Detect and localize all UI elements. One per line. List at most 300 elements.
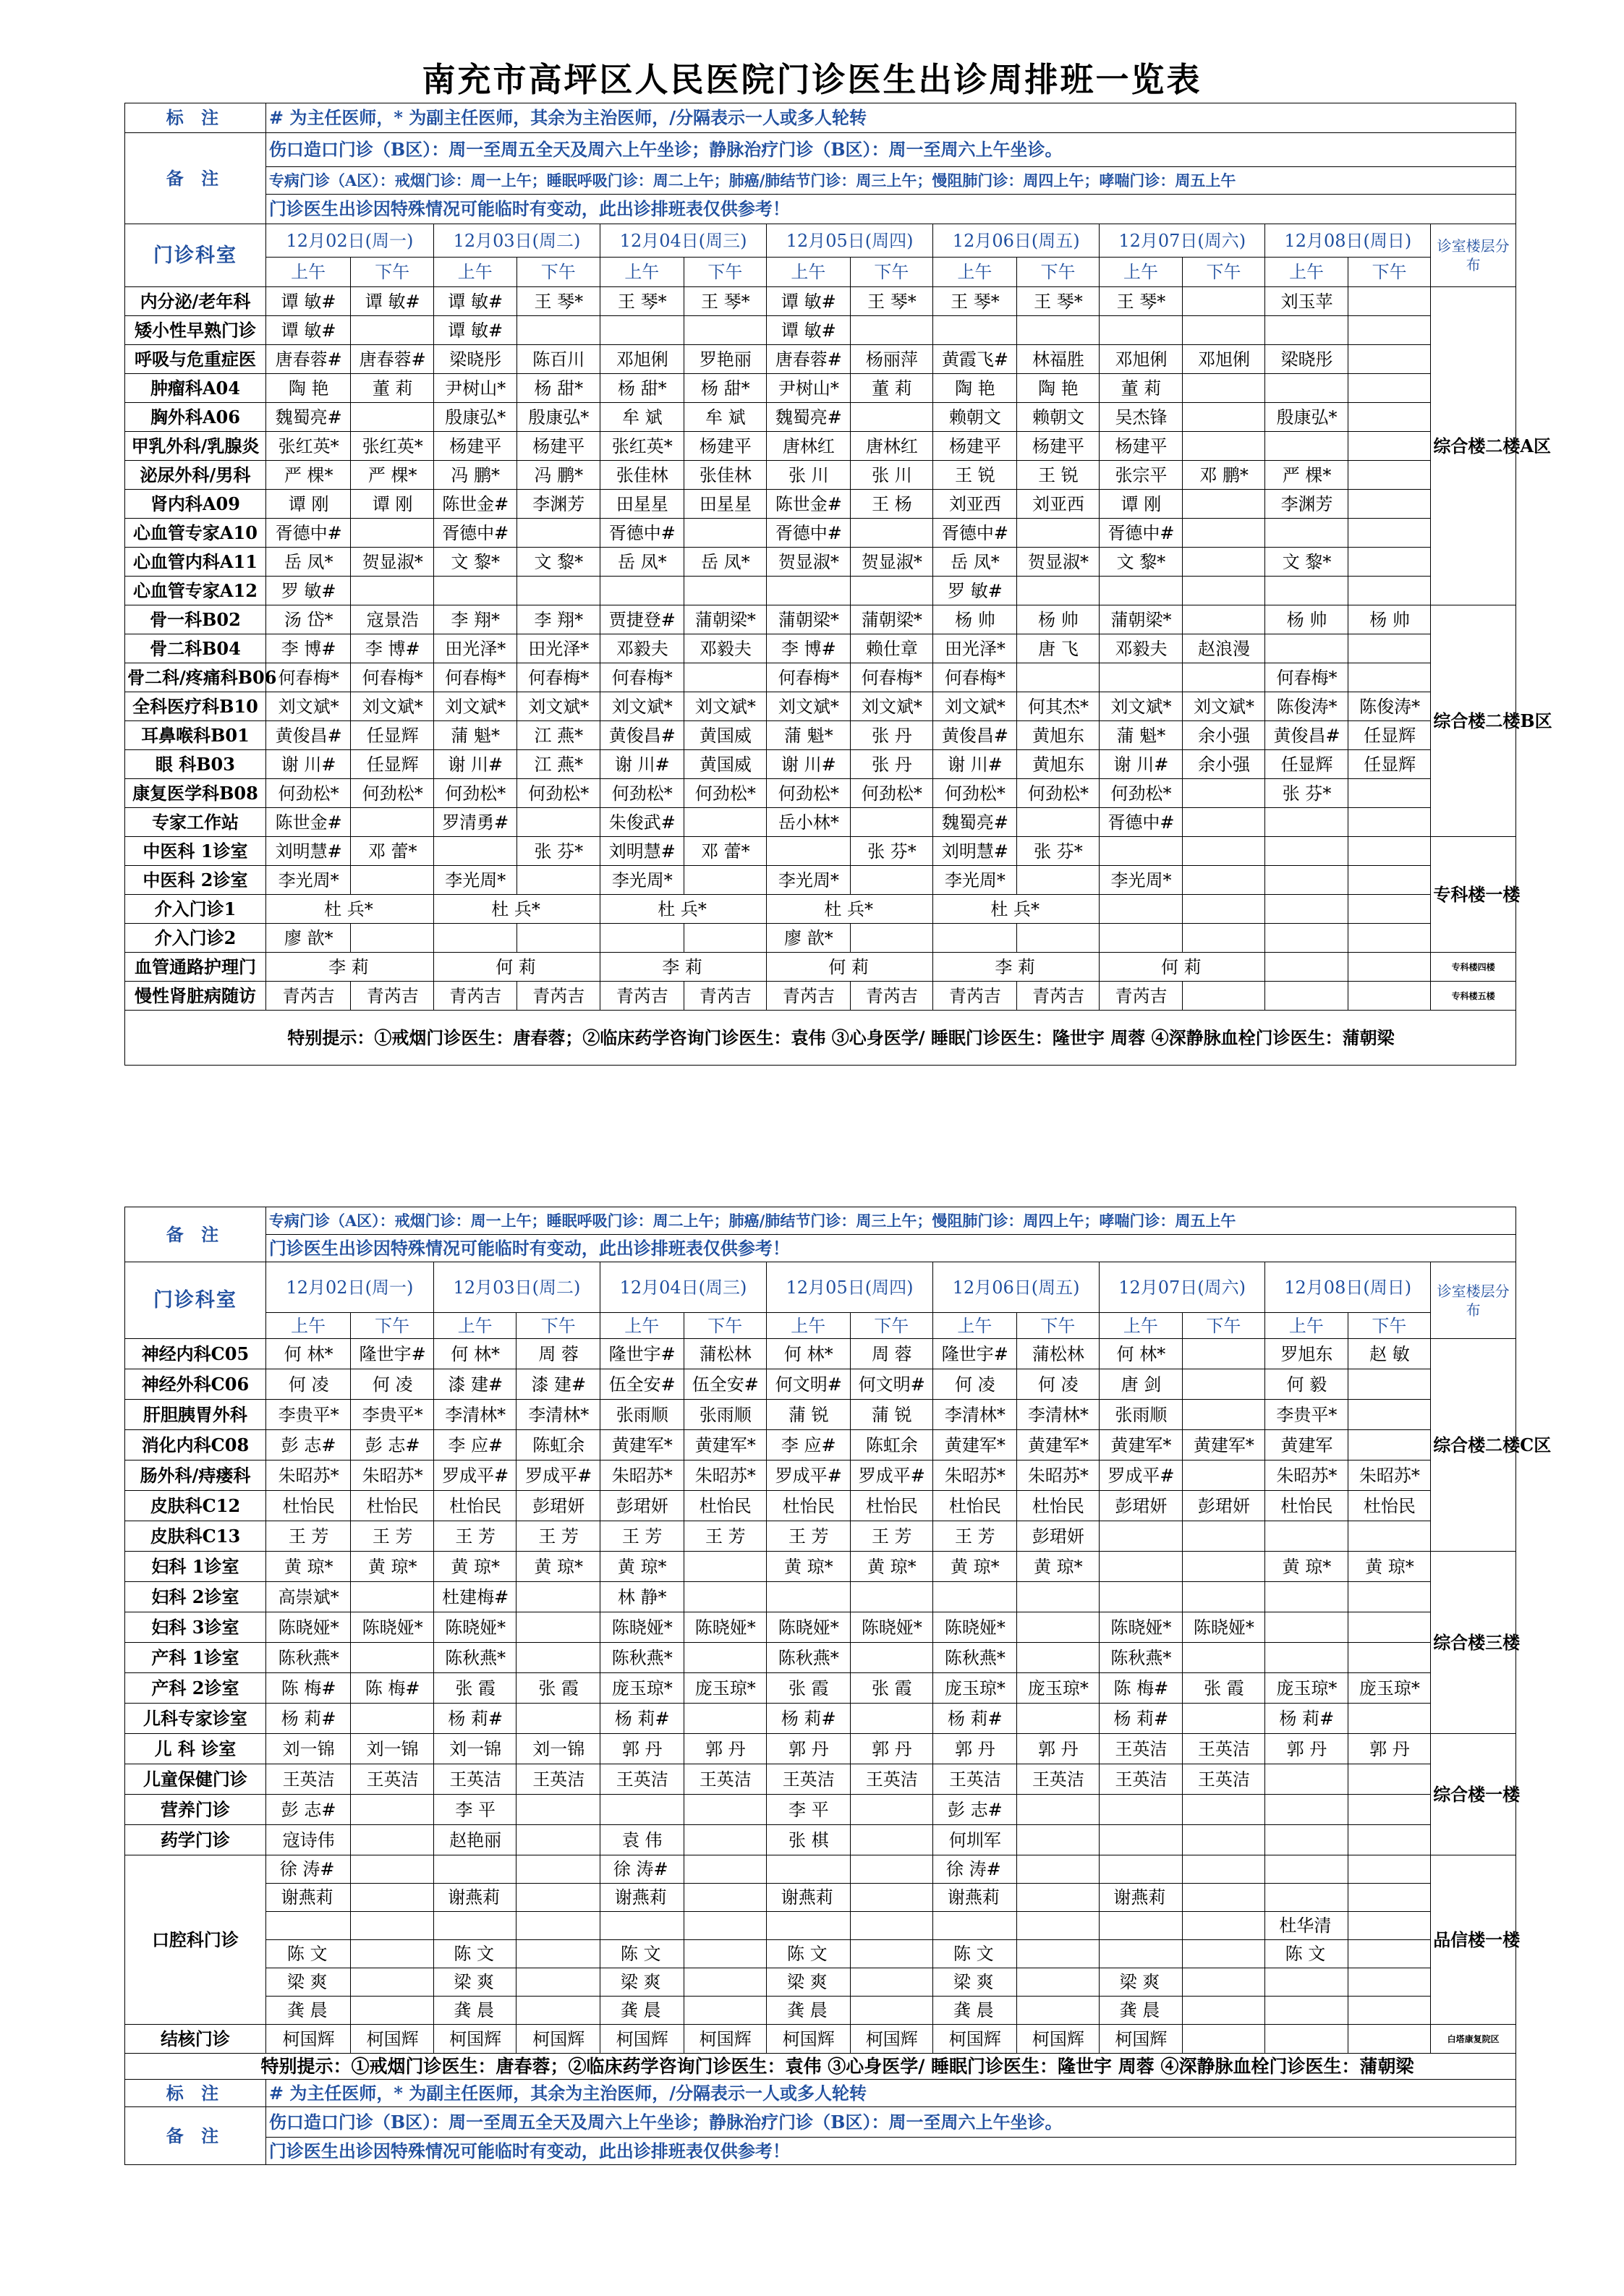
shift-cell-am	[1100, 663, 1183, 692]
dept-name: 产科 1诊室	[125, 1643, 266, 1673]
shift-cell-pm: 黄 琼*	[850, 1552, 933, 1582]
shift-cell-am: 朱昭苏*	[1265, 1460, 1348, 1491]
shift-cell-pm	[850, 1643, 933, 1673]
day-header: 12月05日(周四)	[767, 224, 933, 258]
shift-cell-am: 何春梅*	[1265, 663, 1348, 692]
shift-cell-am: 杜怡民	[433, 1491, 516, 1521]
shift-cell-pm	[1016, 1912, 1100, 1940]
shift-cell-am: 陈世金#	[265, 808, 351, 837]
shift-cell-pm: 刘文斌*	[351, 692, 434, 721]
shift-cell-am: 岳 凤*	[265, 548, 351, 577]
shift-cell-am	[1100, 577, 1183, 605]
pm-header: 下午	[850, 1313, 933, 1339]
shift-cell-pm: 杜怡民	[351, 1491, 434, 1521]
shift-cell-pm: 柯国辉	[684, 2025, 767, 2054]
shift-cell-am: 谭 敏#	[433, 316, 516, 345]
shift-cell-am: 王 琴*	[1100, 287, 1183, 316]
shift-cell-am: 梁晓彤	[1265, 345, 1348, 374]
shift-cell-pm	[351, 316, 434, 345]
shift-cell-am: 李 博#	[767, 634, 851, 663]
shift-cell-pm: 张 川	[850, 461, 933, 490]
shift-cell-pm: 杜怡民	[1348, 1491, 1431, 1521]
shift-cell-pm: 王英洁	[850, 1764, 933, 1795]
shift-cell-am	[433, 924, 516, 953]
am-header: 上午	[433, 258, 516, 287]
shift-cell-am: 魏蜀亮#	[265, 403, 351, 432]
shift-cell-am: 何 林*	[767, 1339, 851, 1369]
shift-cell-pm	[1182, 982, 1265, 1011]
shift-cell-pm	[1348, 982, 1431, 1011]
shift-cell-am: 庞玉琼*	[1265, 1673, 1348, 1704]
shift-cell-pm	[684, 577, 767, 605]
shift-cell-am: 梁 爽	[933, 1968, 1017, 1997]
shift-cell-am	[1265, 1582, 1348, 1612]
biaozhu-note: # 为主任医师，* 为副主任医师，其余为主治医师，/分隔表示一人或多人轮转	[265, 103, 1515, 133]
dept-name: 营养门诊	[125, 1795, 266, 1825]
shift-cell-pm	[1182, 1855, 1265, 1884]
shift-cell-am: 王英洁	[433, 1764, 516, 1795]
biaozhu-label: 标 注	[125, 103, 266, 133]
shift-cell-am: 杨 莉#	[767, 1704, 851, 1734]
shift-cell-pm: 田星星	[684, 490, 767, 519]
schedule-row	[125, 1704, 1516, 1734]
shift-cell-am: 陈秋燕*	[767, 1643, 851, 1673]
shift-cell-pm: 李 翔*	[516, 605, 600, 634]
shift-cell-pm: 张 丹	[850, 750, 933, 779]
special-clinic-note: 专病门诊（A区）：戒烟门诊：周一上午；睡眠呼吸门诊：周二上午；肺癌/肺结节门诊：周三上午；慢阻肺门诊：周四上午；哮喘门诊：周五上午	[265, 1207, 1515, 1235]
shift-cell-am: 陈晓娅*	[1100, 1612, 1183, 1643]
dept-name: 血管通路护理门	[125, 953, 266, 982]
shift-cell-pm	[1016, 1884, 1100, 1912]
shift-cell-pm: 杨 甜*	[684, 374, 767, 403]
shift-cell-am: 龚 晨	[933, 1997, 1017, 2025]
shift-cell-am: 唐春蓉#	[265, 345, 351, 374]
schedule-row	[125, 866, 1516, 895]
shift-cell-am: 柯国辉	[1100, 2025, 1183, 2054]
day-header: 12月06日(周五)	[933, 1262, 1100, 1313]
shift-cell-am: 李 应#	[433, 1430, 516, 1460]
shift-cell-pm: 隆世宇#	[351, 1339, 434, 1369]
shift-cell-pm: 田光泽*	[516, 634, 600, 663]
shift-cell-pm: 黄 琼*	[1348, 1552, 1431, 1582]
shift-cell-am: 青芮吉	[933, 982, 1017, 1011]
dept-header: 门诊科室	[125, 224, 266, 287]
shift-cell-am: 胥德中#	[1100, 808, 1183, 837]
shift-cell-am: 王 琴*	[600, 287, 684, 316]
shift-cell-pm	[850, 866, 933, 895]
schedule-row	[125, 403, 1516, 432]
shift-cell-pm	[1016, 1997, 1100, 2025]
shift-cell-am: 黄建军*	[1100, 1430, 1183, 1460]
shift-cell-pm: 王英洁	[1016, 1764, 1100, 1795]
day-header: 12月02日(周一)	[265, 224, 433, 258]
floor-location: 专科楼四楼	[1431, 953, 1516, 982]
shift-cell-pm	[1348, 779, 1431, 808]
shift-cell-pm: 柯国辉	[351, 2025, 434, 2054]
shift-cell-am: 岳 凤*	[600, 548, 684, 577]
shift-cell-am: 黄 琼*	[600, 1552, 684, 1582]
shift-cell-am: 柯国辉	[933, 2025, 1017, 2054]
shift-cell-pm: 黄建军*	[1182, 1430, 1265, 1460]
shift-cell-pm: 杨丽萍	[850, 345, 933, 374]
shift-cell-pm: 王 芳	[684, 1521, 767, 1552]
shift-cell-am	[767, 577, 851, 605]
shift-cell-pm: 青芮吉	[516, 982, 600, 1011]
schedule-row	[125, 1552, 1516, 1582]
shift-cell-pm: 何 凌	[1016, 1369, 1100, 1400]
shift-cell-am: 何 凌	[933, 1369, 1017, 1400]
floor-location: 综合楼二楼A区	[1431, 287, 1516, 605]
special-tip: 特别提示：①戒烟门诊医生：唐春蓉；②临床药学咨询门诊医生：袁伟 ③心身医学/ 睡眠门诊医生：隆世宇 周蓉 ④深静脉血栓门诊医生：蒲朝梁	[125, 1011, 1516, 1066]
shift-cell-am: 贾捷登#	[600, 605, 684, 634]
shift-cell-pm: 青芮吉	[850, 982, 933, 1011]
shift-cell-pm: 李清林*	[1016, 1400, 1100, 1430]
pm-header: 下午	[684, 1313, 767, 1339]
shift-cell-am: 何 林*	[265, 1339, 351, 1369]
dept-name: 结核门诊	[125, 2025, 266, 2054]
shift-cell-pm	[1182, 1582, 1265, 1612]
shift-cell-pm	[351, 1582, 434, 1612]
dept-name: 皮肤科C12	[125, 1491, 266, 1521]
shift-cell-pm	[1016, 577, 1100, 605]
shift-cell-pm	[1348, 953, 1431, 982]
shift-cell-pm	[516, 924, 600, 953]
shift-cell-pm	[850, 1582, 933, 1612]
shift-cell-am: 李光周*	[433, 866, 516, 895]
shift-cell-pm	[850, 519, 933, 548]
shift-cell-pm	[516, 1612, 600, 1643]
shift-cell-pm: 何劲松*	[1016, 779, 1100, 808]
shift-cell-am: 罗 敏#	[265, 577, 351, 605]
shift-cell-am: 谢 川#	[933, 750, 1017, 779]
shift-cell-am: 陈秋燕*	[433, 1643, 516, 1673]
shift-cell-am: 杜华清	[1265, 1912, 1348, 1940]
shift-cell-am	[1265, 1968, 1348, 1997]
shift-cell-pm	[684, 1940, 767, 1968]
shift-cell-am	[1100, 895, 1183, 924]
dept-name: 神经内科C05	[125, 1339, 266, 1369]
shift-cell-am: 何劲松*	[933, 779, 1017, 808]
shift-cell-pm	[1016, 866, 1100, 895]
shift-cell-am: 谢燕莉	[265, 1884, 351, 1912]
shift-cell-pm: 张 霞	[1182, 1673, 1265, 1704]
shift-cell-pm	[1016, 808, 1100, 837]
change-note: 门诊医生出诊因特殊情况可能临时有变动，此出诊排班表仅供参考！	[265, 195, 1515, 224]
shift-cell-am	[1265, 1612, 1348, 1643]
am-header: 上午	[265, 258, 351, 287]
shift-cell-pm	[1348, 1521, 1431, 1552]
dept-name: 矮小性早熟门诊	[125, 316, 266, 345]
am-header: 上午	[1265, 258, 1348, 287]
shift-cell-am: 何春梅*	[767, 663, 851, 692]
shift-cell-am: 谢燕莉	[600, 1884, 684, 1912]
shift-cell-pm: 张 霞	[850, 1673, 933, 1704]
shift-cell-pm: 余小强	[1182, 750, 1265, 779]
shift-cell-am: 杨 帅	[1265, 605, 1348, 634]
dept-name: 内分泌/老年科	[125, 287, 266, 316]
shift-cell-am: 李光周*	[933, 866, 1017, 895]
shift-cell-pm	[684, 808, 767, 837]
shift-cell-am: 蒲朝梁*	[767, 605, 851, 634]
shift-cell-am	[1265, 577, 1348, 605]
shift-cell-am: 黄霞飞#	[933, 345, 1017, 374]
shift-cell-pm: 柯国辉	[516, 2025, 600, 2054]
shift-cell-am: 寇诗伟	[265, 1825, 351, 1855]
shift-cell-pm	[351, 1912, 434, 1940]
am-header: 上午	[265, 1313, 351, 1339]
shift-cell-pm: 江 燕*	[516, 721, 600, 750]
shift-cell-am: 青芮吉	[600, 982, 684, 1011]
dept-name: 呼吸与危重症医	[125, 345, 266, 374]
shift-cell-am: 杜怡民	[933, 1491, 1017, 1521]
dept-header: 门诊科室	[125, 1262, 266, 1339]
shift-cell-pm: 彭 志#	[351, 1430, 434, 1460]
shift-cell-pm: 朱昭苏*	[1348, 1460, 1431, 1491]
shift-cell-pm	[1348, 1430, 1431, 1460]
dept-name: 中医科 1诊室	[125, 837, 266, 866]
shift-cell-am: 黄建军	[1265, 1430, 1348, 1460]
shift-cell-am: 陈晓娅*	[933, 1612, 1017, 1643]
shift-cell-pm	[1182, 837, 1265, 866]
dept-name: 口腔科门诊	[125, 1855, 266, 2025]
schedule-row	[125, 953, 1516, 982]
shift-cell-pm: 谭 敏#	[351, 287, 434, 316]
biaozhu-note: # 为主任医师，* 为副主任医师，其余为主治医师，/分隔表示一人或多人轮转	[265, 2080, 1515, 2107]
shift-cell-pm	[684, 1884, 767, 1912]
shift-cell-pm: 何劲松*	[351, 779, 434, 808]
shift-cell-am: 谢 川#	[433, 750, 516, 779]
shift-cell-pm: 陈虹余	[850, 1430, 933, 1460]
shift-cell-am: 陈秋燕*	[600, 1643, 684, 1673]
dental-row	[125, 1940, 1516, 1968]
dept-name: 骨一科B02	[125, 605, 266, 634]
shift-cell-am: 徐 涛#	[600, 1855, 684, 1884]
shift-cell-merged: 李 莉	[265, 953, 433, 982]
shift-cell-am	[767, 837, 851, 866]
shift-cell-am	[1265, 2025, 1348, 2054]
shift-cell-am: 李渊芳	[1265, 490, 1348, 519]
schedule-row	[125, 750, 1516, 779]
shift-cell-pm	[1016, 1795, 1100, 1825]
shift-cell-am: 李光周*	[767, 866, 851, 895]
shift-cell-am: 黄建军*	[600, 1430, 684, 1460]
shift-cell-am: 庞玉琼*	[600, 1673, 684, 1704]
shift-cell-am: 邓毅夫	[600, 634, 684, 663]
pm-header: 下午	[516, 258, 600, 287]
special-row	[125, 1207, 1516, 1235]
shift-cell-am: 李光周*	[600, 866, 684, 895]
shift-cell-pm	[684, 1968, 767, 1997]
shift-cell-pm	[1348, 287, 1431, 316]
shift-cell-am	[600, 1912, 684, 1940]
shift-cell-pm	[1348, 924, 1431, 953]
shift-cell-am: 谢燕莉	[1100, 1884, 1183, 1912]
shift-cell-am	[1100, 1795, 1183, 1825]
schedule-table-2	[124, 1207, 1552, 2165]
shift-cell-am: 黄 琼*	[1265, 1552, 1348, 1582]
shift-cell-pm	[351, 866, 434, 895]
shift-cell-pm	[516, 1582, 600, 1612]
shift-cell-pm	[351, 1997, 434, 2025]
shift-cell-pm	[1182, 1400, 1265, 1430]
dept-name: 儿 科 诊室	[125, 1734, 266, 1764]
shift-cell-am: 袁 伟	[600, 1825, 684, 1855]
pm-header: 下午	[1348, 258, 1431, 287]
shift-cell-pm	[516, 1940, 600, 1968]
shift-cell-pm: 彭珺妍	[1016, 1521, 1100, 1552]
shift-cell-am: 刘文斌*	[767, 692, 851, 721]
shift-cell-pm	[850, 403, 933, 432]
dept-name: 产科 2诊室	[125, 1673, 266, 1704]
shift-cell-pm: 庞玉琼*	[684, 1673, 767, 1704]
shift-cell-pm: 唐春蓉#	[351, 345, 434, 374]
shift-cell-pm: 王英洁	[1182, 1764, 1265, 1795]
shift-cell-am	[1265, 316, 1348, 345]
shift-cell-am: 青芮吉	[1100, 982, 1183, 1011]
dept-name: 皮肤科C13	[125, 1521, 266, 1552]
biaozhu-row	[125, 2080, 1516, 2107]
shift-cell-am: 朱昭苏*	[265, 1460, 351, 1491]
shift-cell-am: 董 莉	[1100, 374, 1183, 403]
shift-cell-am: 汤 岱*	[265, 605, 351, 634]
shift-cell-am: 冯 鹏*	[433, 461, 516, 490]
shift-cell-pm	[1182, 779, 1265, 808]
shift-cell-pm	[351, 403, 434, 432]
shift-cell-am: 岳小林*	[767, 808, 851, 837]
shift-cell-am: 何劲松*	[265, 779, 351, 808]
shift-cell-pm: 黄旭东	[1016, 750, 1100, 779]
shift-cell-am: 殷康弘*	[1265, 403, 1348, 432]
shift-cell-pm	[516, 1855, 600, 1884]
shift-cell-am: 杨 莉#	[933, 1704, 1017, 1734]
shift-cell-am	[933, 316, 1017, 345]
shift-cell-pm: 黄 琼*	[516, 1552, 600, 1582]
shift-cell-pm	[351, 1968, 434, 1997]
wound-note: 伤口造口门诊（B区）：周一至周五全天及周六上午坐诊；静脉治疗门诊（B区）：周一至周六上午坐诊。	[265, 2107, 1515, 2138]
shift-cell-pm: 罗成平#	[850, 1460, 933, 1491]
shift-cell-pm	[1348, 1582, 1431, 1612]
shift-cell-am: 李 平	[767, 1795, 851, 1825]
dept-name: 儿童保健门诊	[125, 1764, 266, 1795]
shift-cell-pm	[1348, 432, 1431, 461]
shift-cell-pm: 何其杰*	[1016, 692, 1100, 721]
shift-cell-am: 张 霞	[433, 1673, 516, 1704]
shift-cell-pm: 刘文斌*	[516, 692, 600, 721]
shift-cell-pm: 周 蓉	[850, 1339, 933, 1369]
shift-cell-am	[1100, 1912, 1183, 1940]
dental-row	[125, 1968, 1516, 1997]
shift-cell-am: 罗成平#	[1100, 1460, 1183, 1491]
shift-cell-am: 柯国辉	[433, 2025, 516, 2054]
shift-cell-pm: 唐 飞	[1016, 634, 1100, 663]
shift-cell-pm: 董 莉	[351, 374, 434, 403]
shift-cell-pm	[1348, 490, 1431, 519]
shift-cell-pm: 彭珺妍	[516, 1491, 600, 1521]
shift-cell-am	[1265, 1643, 1348, 1673]
shift-cell-am: 胥德中#	[767, 519, 851, 548]
shift-cell-pm	[684, 1912, 767, 1940]
shift-cell-am: 何劲松*	[1100, 779, 1183, 808]
shift-cell-am: 罗成平#	[433, 1460, 516, 1491]
am-header: 上午	[1265, 1313, 1348, 1339]
shift-cell-pm	[1348, 837, 1431, 866]
change-note: 门诊医生出诊因特殊情况可能临时有变动，此出诊排班表仅供参考！	[265, 2138, 1515, 2165]
shift-cell-pm	[1016, 924, 1100, 953]
shift-cell-am: 蒲 魁*	[767, 721, 851, 750]
shift-cell-pm	[684, 1552, 767, 1582]
shift-cell-pm: 张雨顺	[684, 1400, 767, 1430]
shift-cell-pm	[1348, 548, 1431, 577]
shift-cell-am	[600, 316, 684, 345]
shift-cell-am: 杨建平	[933, 432, 1017, 461]
shift-cell-am: 魏蜀亮#	[767, 403, 851, 432]
dept-name: 肠外科/痔瘘科	[125, 1460, 266, 1491]
shift-cell-pm	[1182, 1704, 1265, 1734]
shift-cell-pm: 何劲松*	[850, 779, 933, 808]
day-header: 12月03日(周二)	[433, 224, 600, 258]
dept-name: 骨二科B04	[125, 634, 266, 663]
shift-cell-pm	[1348, 1884, 1431, 1912]
shift-cell-pm	[1016, 1855, 1100, 1884]
day-header: 12月05日(周四)	[767, 1262, 933, 1313]
shift-cell-am: 青芮吉	[265, 982, 351, 1011]
shift-cell-pm: 黄国威	[684, 721, 767, 750]
shift-cell-am: 杨 莉#	[1265, 1704, 1348, 1734]
shift-cell-am	[433, 577, 516, 605]
shift-cell-am: 刘亚西	[933, 490, 1017, 519]
am-header: 上午	[600, 1313, 684, 1339]
shift-cell-am: 李光周*	[1100, 866, 1183, 895]
shift-cell-am: 杨建平	[1100, 432, 1183, 461]
shift-cell-am: 张红英*	[265, 432, 351, 461]
shift-cell-pm: 庞玉琼*	[1016, 1673, 1100, 1704]
shift-cell-pm	[850, 1912, 933, 1940]
shift-cell-am: 王 芳	[933, 1521, 1017, 1552]
shift-cell-am: 王英洁	[600, 1764, 684, 1795]
shift-cell-pm	[351, 924, 434, 953]
shift-cell-pm: 蒲 锐	[850, 1400, 933, 1430]
shift-cell-am: 李光周*	[265, 866, 351, 895]
shift-cell-am: 杨 帅	[933, 605, 1017, 634]
shift-cell-pm	[1182, 1825, 1265, 1855]
shift-cell-pm	[351, 1940, 434, 1968]
shift-cell-am: 梁 爽	[265, 1968, 351, 1997]
shift-cell-pm	[1348, 374, 1431, 403]
shift-cell-am: 梁 爽	[1100, 1968, 1183, 1997]
shift-cell-pm: 赵浪漫	[1182, 634, 1265, 663]
dept-name: 泌尿外科/男科	[125, 461, 266, 490]
shift-cell-am: 刘文斌*	[933, 692, 1017, 721]
shift-cell-merged: 何 莉	[767, 953, 933, 982]
shift-cell-am: 李 翔*	[433, 605, 516, 634]
shift-cell-am: 何春梅*	[933, 663, 1017, 692]
dept-name: 耳鼻喉科B01	[125, 721, 266, 750]
shift-cell-am: 邓毅夫	[1100, 634, 1183, 663]
shift-cell-am: 田光泽*	[433, 634, 516, 663]
shift-cell-am: 王 芳	[433, 1521, 516, 1552]
am-header: 上午	[933, 258, 1017, 287]
shift-cell-am: 尹树山*	[767, 374, 851, 403]
shift-cell-am: 蒲 锐	[767, 1400, 851, 1430]
shift-cell-am: 何春梅*	[265, 663, 351, 692]
shift-cell-pm	[1182, 287, 1265, 316]
schedule-row	[125, 316, 1516, 345]
shift-cell-am	[600, 1795, 684, 1825]
shift-cell-pm: 王英洁	[684, 1764, 767, 1795]
dept-name: 神经外科C06	[125, 1369, 266, 1400]
shift-cell-pm: 王 琴*	[1016, 287, 1100, 316]
shift-cell-pm: 蒲朝梁*	[850, 605, 933, 634]
